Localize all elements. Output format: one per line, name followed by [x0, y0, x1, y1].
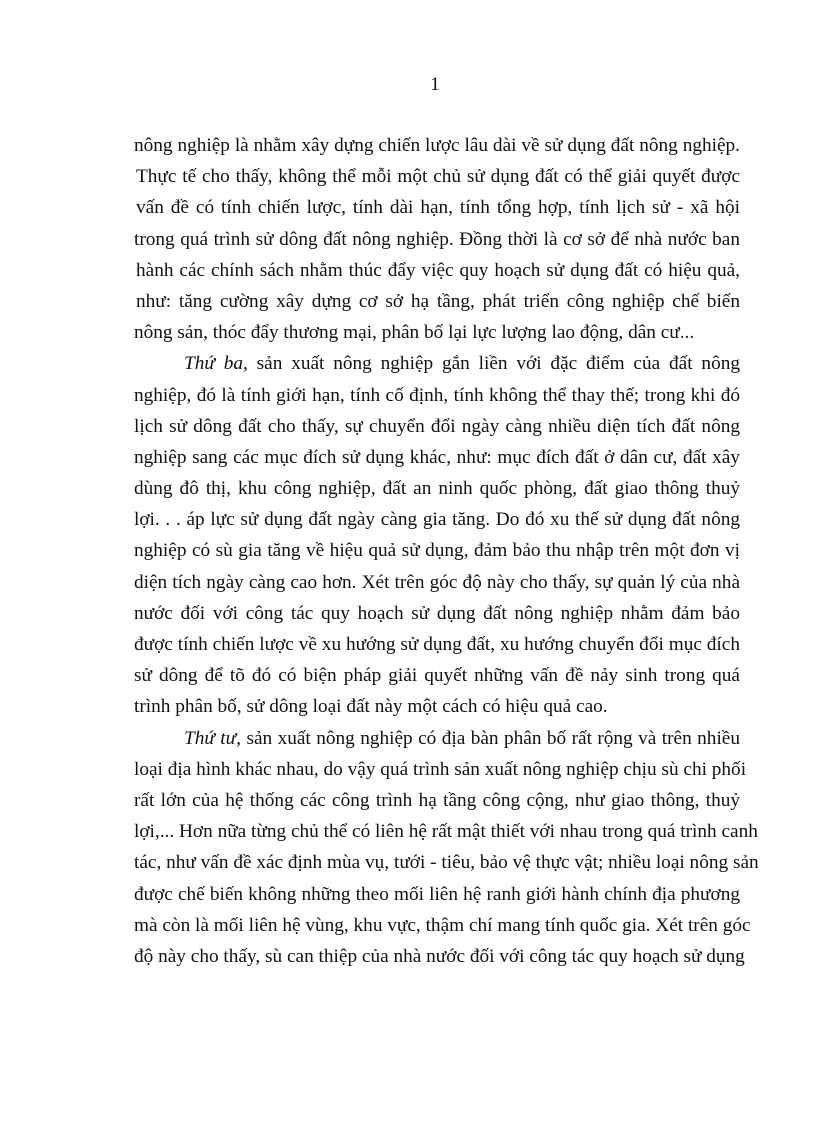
- text-line: lợi,... Hơn nữa từng chủ thể có liên hệ rất mật thiết với nhau trong quá trình canh: [134, 821, 758, 843]
- text-line: [134, 348, 740, 379]
- text-line: hành các chính sách nhằm thúc đẩy việc quy hoạch sử dụng đất có hiệu quả,: [136, 259, 740, 281]
- text-line: lợi. . . áp lực sử dụng đất ngày càng gia tăng. Do đó xu thế sử dụng đất nông: [134, 509, 740, 531]
- text-line: độ này cho thấy, sù can thiệp của nhà nước đối với công tác quy hoạch sử dụng: [134, 945, 745, 967]
- page-number: 1: [430, 74, 440, 95]
- text-line-rest: sản xuất nông nghiệp có địa bàn phân bố rất rộng và trên nhiều: [241, 727, 740, 749]
- text-line: nghiệp có sù gia tăng về hiệu quả sử dụng, đảm bảo thu nhập trên một đơn vị: [134, 540, 740, 562]
- text-line: trong quá trình sử dông đất nông nghiệp. Đồng thời là cơ sở để nhà nước ban: [134, 228, 740, 250]
- text-line: mà còn là mối liên hệ vùng, khu vực, thậm chí mang tính quốc gia. Xét trên góc: [134, 914, 751, 936]
- text-line: nông nghiệp là nhằm xây dựng chiến lược lâu dài về sử dụng đất nông nghiệp.: [134, 135, 740, 156]
- text-line-rest: sản xuất nông nghiệp gắn liền với đặc điểm của đất nông: [247, 353, 740, 375]
- paragraph-3: [134, 723, 759, 973]
- paragraph-1: [134, 130, 740, 348]
- paragraph-lead: Thứ tư,: [184, 727, 242, 749]
- text-line: được tính chiến lược về xu hướng sử dụng đất, xu hướng chuyển đổi mục đích: [134, 634, 740, 655]
- text-line: được chế biến không những theo mối liên hệ ranh giới hành chính địa phương: [134, 883, 740, 905]
- text-line: vấn đề có tính chiến lược, tính dài hạn, tính tổng hợp, tính lịch sử - xã hội: [136, 197, 740, 219]
- text-line: nông sản, thóc đẩy thương mại, phân bố lại lực lượng lao động, dân cư...: [134, 322, 695, 344]
- text-line: như: tăng cường xây dựng cơ sở hạ tầng, phát triển công nghiệp chế biến: [136, 290, 740, 312]
- text-line: diện tích ngày càng cao hơn. Xét trên góc độ này cho thấy, sự quản lý của nhà: [134, 571, 740, 593]
- text-line: lịch sử dông đất cho thấy, sự chuyển đổi ngày càng nhiều diện tích đất nông: [134, 415, 740, 437]
- text-line: nước đối với công tác quy hoạch sử dụng đất nông nghiệp nhằm đảm bảo: [134, 602, 740, 624]
- paragraph-lead: Thứ ba,: [184, 353, 248, 375]
- text-line: Thực tế cho thấy, không thể mỗi một chủ sử dụng đất có thể giải quyết được: [136, 166, 740, 188]
- text-line: tác, như vấn đề xác định mùa vụ, tưới - tiêu, bảo vệ thực vật; nhiều loại nông sản: [134, 852, 759, 874]
- text-line: sử dông để tõ đó có biện pháp giải quyết những vấn đề nảy sinh trong quá: [134, 665, 740, 687]
- text-line: nghiệp, đó là tính giới hạn, tính cố định, tính không thể thay thế; trong khi đó: [134, 384, 740, 406]
- paragraph-2: [134, 348, 740, 722]
- text-line: [134, 723, 740, 754]
- body-text: [134, 130, 759, 972]
- text-line: loại địa hình khác nhau, do vậy quá trình sản xuất nông nghiệp chịu sù chi phối: [134, 758, 747, 780]
- text-line: rất lớn của hệ thống các công trình hạ tầng công cộng, như giao thông, thuỷ: [134, 789, 740, 811]
- text-line: dùng đô thị, khu công nghiệp, đất an ninh quốc phòng, đất giao thông thuỷ: [134, 478, 740, 500]
- text-line: nghiệp sang các mục đích sử dụng khác, như: mục đích đất ở dân cư, đất xây: [134, 446, 740, 468]
- text-line: trình phân bố, sử dông loại đất này một cách có hiệu quả cao.: [134, 696, 608, 718]
